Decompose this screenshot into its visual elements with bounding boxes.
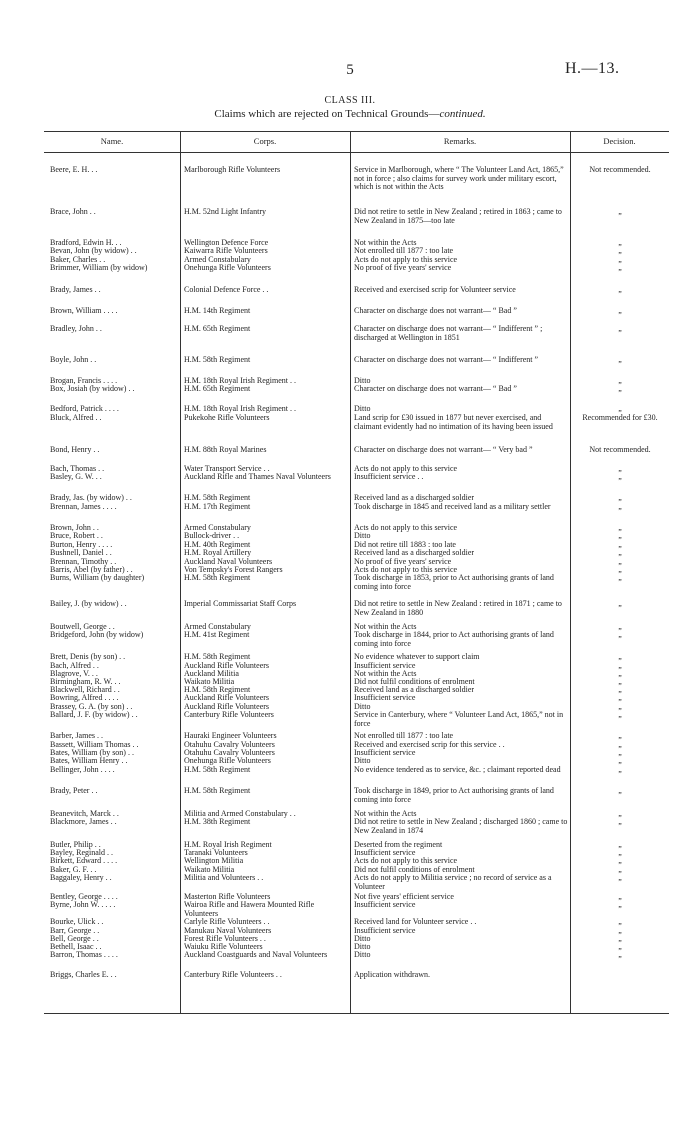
claimant-name: Brace, John . . [50, 207, 96, 216]
remarks-cell: Ditto [354, 376, 371, 385]
column-header-corps: Corps. [253, 136, 277, 146]
corps-cell: Otahuhu Cavalry Volunteers [184, 748, 275, 757]
claimant-name: Barron, Thomas . . . . [50, 950, 118, 959]
remarks-cell: Acts do not apply to this service [354, 856, 458, 865]
decision-cell: „ [618, 786, 622, 795]
remarks-cell: Did not retire to settle in New Zealand : retired in 1871 ; came to New Zealand in 1880 [354, 599, 562, 617]
claimant-name: Baker, G. F. . . [50, 865, 97, 874]
claimant-name: Basley, G. W. . . [50, 472, 102, 481]
remarks-cell: Received land for Volunteer service . . [354, 917, 477, 926]
claimant-name: Bassett, William Thomas . . [50, 740, 139, 749]
claimant-name: Brennan, James . . . . [50, 502, 117, 511]
claimant-name: Boutwell, George . . [50, 622, 115, 631]
claimant-name: Barr, George . . [50, 926, 100, 935]
remarks-cell: Did not retire till 1883 : too late [354, 540, 456, 549]
remarks-cell: Insufficient service [354, 661, 416, 670]
decision-cell: „ [618, 404, 622, 413]
corps-cell: H.M. 58th Regiment [184, 573, 251, 582]
decision-cell: „ [618, 376, 622, 385]
decision-cell: „ [618, 731, 622, 740]
claimant-name: Bruce, Robert . . [50, 531, 103, 540]
decision-cell: „ [618, 540, 622, 549]
remarks-cell: Application withdrawn. [354, 970, 430, 979]
corps-cell: H.M. 58th Regiment [184, 765, 251, 774]
corps-cell: H.M. Royal Irish Regiment [184, 840, 272, 849]
corps-cell: H.M. 58th Regiment [184, 652, 251, 661]
remarks-cell: No evidence whatever to support claim [354, 652, 480, 661]
remarks-cell: Took discharge in 1849, prior to Act authorising grants of land coming into force [354, 786, 554, 804]
claimant-name: Bach, Alfred . . [50, 661, 99, 670]
claimant-name: Blackmore, James . . [50, 817, 117, 826]
claimant-name: Blagrove, V. . . [50, 669, 98, 678]
corps-cell: Wellington Militia [184, 856, 244, 865]
corps-cell: H.M. 65th Regiment [184, 324, 251, 333]
corps-cell: Armed Constabulary [184, 622, 251, 631]
remarks-cell: Service in Marlborough, where “ The Volunteer Land Act, 1865,” not in force ; also claims for survey work under military escort, which is not within the Acts [354, 165, 564, 192]
remarks-cell: Ditto [354, 756, 371, 765]
corps-cell: Onehunga Rifle Volunteers [184, 263, 271, 272]
decision-cell: „ [618, 873, 622, 882]
claimant-name: Baggaley, Henry . . [50, 873, 112, 882]
decision-cell: „ [618, 652, 622, 661]
decision-cell: „ [618, 464, 622, 473]
table-title-continued: continued. [439, 108, 486, 120]
decision-cell: „ [618, 926, 622, 935]
remarks-cell: Acts do not apply to Militia service ; no record of service as a Volunteer [354, 873, 552, 891]
decision-cell: „ [618, 523, 622, 532]
decision-cell: „ [618, 669, 622, 678]
remarks-cell: Not enrolled till 1877 : too late [354, 731, 454, 740]
corps-cell: Kaiwarra Rifle Volunteers [184, 246, 268, 255]
corps-cell: Marlborough Rifle Volunteers [184, 165, 281, 174]
claimant-name: Birkett, Edward . . . . [50, 856, 118, 865]
corps-cell: Imperial Commissariat Staff Corps [184, 599, 297, 608]
decision-cell: „ [618, 865, 622, 874]
claimant-name: Beere, E. H. . . [50, 165, 98, 174]
decision-cell: „ [618, 573, 622, 582]
remarks-cell: Acts do not apply to this service [354, 464, 458, 473]
remarks-cell: Not within the Acts [354, 238, 417, 247]
corps-cell: Otahuhu Cavalry Volunteers [184, 740, 275, 749]
corps-cell: Waikato Militia [184, 677, 235, 686]
remarks-cell: Character on discharge does not warrant— “ Indifferent ” ; discharged at Wellington in 1851 [354, 324, 543, 342]
claimant-name: Bates, William (by son) . . [50, 748, 134, 757]
remarks-cell: Insufficient service [354, 848, 416, 857]
remarks-cell: Land scrip for £30 issued in 1877 but never exercised, and claimant evidently had no intimation of its having been issued [354, 413, 553, 431]
claimant-name: Bates, William Henry . . [50, 756, 128, 765]
corps-cell: Militia and Armed Constabulary . . [184, 809, 296, 818]
remarks-cell: Ditto [354, 404, 371, 413]
decision-cell: „ [618, 565, 622, 574]
decision-cell: „ [618, 848, 622, 857]
corps-cell: Manukau Naval Volunteers [184, 926, 272, 935]
decision-cell: „ [618, 950, 622, 959]
remarks-cell: Insufficient service [354, 693, 416, 702]
decision-cell: Recommended for £30. [582, 413, 658, 422]
corps-cell: Water Transport Service . . [184, 464, 270, 473]
remarks-cell: Acts do not apply to this service [354, 565, 458, 574]
remarks-cell: Received land as a discharged soldier [354, 493, 475, 502]
corps-cell: Pukekohe Rifle Volunteers [184, 413, 270, 422]
corps-cell: H.M. 58th Regiment [184, 685, 251, 694]
column-header-decision: Decision. [603, 136, 636, 146]
remarks-cell: Did not fulfil conditions of enrolment [354, 865, 475, 874]
decision-cell: „ [618, 934, 622, 943]
corps-cell: Hauraki Engineer Volunteers [184, 731, 277, 740]
corps-cell: Colonial Defence Force . . [184, 285, 269, 294]
corps-cell: Militia and Volunteers . . [184, 873, 264, 882]
decision-cell: „ [618, 900, 622, 909]
corps-cell: H.M. 38th Regiment [184, 817, 251, 826]
corps-cell: Wairoa Rifle and Hawera Mounted Rifle Volunteers [184, 900, 315, 918]
decision-cell: „ [618, 693, 622, 702]
decision-cell: „ [618, 622, 622, 631]
claimant-name: Bell, George . . [50, 934, 99, 943]
claimant-name: Briggs, Charles E. . . [50, 970, 117, 979]
corps-cell: Carlyle Rifle Volunteers . . [184, 917, 270, 926]
remarks-cell: Service in Canterbury, where “ Volunteer Land Act, 1865,” not in force [354, 710, 564, 728]
decision-cell: Not recommended. [589, 445, 651, 454]
decision-cell: „ [618, 917, 622, 926]
corps-cell: Auckland Rifle Volunteers [184, 693, 270, 702]
column-header-name: Name. [100, 136, 124, 146]
decision-cell: „ [618, 840, 622, 849]
decision-cell: „ [618, 472, 622, 481]
remarks-cell: Received and exercised scrip for Volunteer service [354, 285, 516, 294]
claimant-name: Bluck, Alfred . . [50, 413, 102, 422]
decision-cell: „ [618, 493, 622, 502]
remarks-cell: Acts do not apply to this service [354, 523, 458, 532]
corps-cell: Auckland Rifle and Thames Naval Volunteers [184, 472, 331, 481]
corps-cell: H.M. 17th Regiment [184, 502, 251, 511]
decision-cell: „ [618, 355, 622, 364]
corps-cell: Auckland Rifle Volunteers [184, 702, 270, 711]
remarks-cell: Took discharge in 1853, prior to Act authorising grants of land coming into force [354, 573, 554, 591]
claimant-name: Brogan, Francis . . . . [50, 376, 118, 385]
claimant-name: Butler, Philip . . [50, 840, 101, 849]
claimant-name: Brennan, Timothy . . [50, 557, 117, 566]
corps-cell: Auckland Militia [184, 669, 239, 678]
corps-cell: H.M. 58th Regiment [184, 493, 251, 502]
claimant-name: Beanevitch, Marck . . [50, 809, 119, 818]
decision-cell: „ [618, 817, 622, 826]
claimant-name: Bayley, Reginald . . [50, 848, 114, 857]
remarks-cell: Not five years' efficient service [354, 892, 454, 901]
claimant-name: Bradford, Edwin H. . . [50, 238, 122, 247]
remarks-cell: Not within the Acts [354, 809, 417, 818]
document-reference: H.—13. [565, 60, 620, 77]
claimant-name: Brassey, G. A. (by son) . . [50, 702, 133, 711]
corps-cell: Armed Constabulary [184, 255, 251, 264]
corps-cell: H.M. 18th Royal Irish Regiment . . [184, 404, 296, 413]
decision-cell: „ [618, 756, 622, 765]
decision-cell: „ [618, 255, 622, 264]
corps-cell: Waiuku Rifle Volunteers [184, 942, 263, 951]
claimant-name: Brady, Peter . . [50, 786, 98, 795]
decision-cell: „ [618, 502, 622, 511]
remarks-cell: Not within the Acts [354, 669, 417, 678]
remarks-cell: Received and exercised scrip for this service . . [354, 740, 505, 749]
corps-cell: H.M. 41st Regiment [184, 630, 250, 639]
claimant-name: Barber, James . . [50, 731, 103, 740]
remarks-cell: Character on discharge does not warrant— “ Indifferent ” [354, 355, 539, 364]
remarks-cell: Took discharge in 1844, prior to Act authorising grants of land coming into force [354, 630, 554, 648]
class-title: CLASS III. [324, 95, 376, 106]
corps-cell: Masterton Rifle Volunteers [184, 892, 271, 901]
decision-cell: „ [618, 548, 622, 557]
remarks-cell: No proof of five years' service [354, 263, 452, 272]
decision-cell: „ [618, 702, 622, 711]
claimant-name: Blackwell, Richard . . [50, 685, 120, 694]
claimant-name: Box, Josiah (by widow) . . [50, 384, 135, 393]
decision-cell: „ [618, 630, 622, 639]
decision-cell: „ [618, 809, 622, 818]
corps-cell: Forest Rifle Volunteers . . [184, 934, 266, 943]
decision-cell: „ [618, 557, 622, 566]
claimant-name: Bradley, John . . [50, 324, 102, 333]
corps-cell: Canterbury Rifle Volunteers [184, 710, 274, 719]
corps-cell: H.M. 52nd Light Infantry [184, 207, 266, 216]
remarks-cell: Ditto [354, 942, 371, 951]
remarks-cell: Ditto [354, 702, 371, 711]
decision-cell: „ [618, 856, 622, 865]
remarks-cell: Not enrolled till 1877 : too late [354, 246, 454, 255]
remarks-cell: No proof of five years' service [354, 557, 452, 566]
decision-cell: „ [618, 740, 622, 749]
remarks-cell: Character on discharge does not warrant— “ Bad ” [354, 306, 517, 315]
remarks-cell: Ditto [354, 950, 371, 959]
decision-cell: „ [618, 892, 622, 901]
corps-cell: Bullock-driver . . [184, 531, 240, 540]
remarks-cell: Insufficient service . . [354, 472, 424, 481]
claimant-name: Burton, Henry . . . . [50, 540, 113, 549]
claimant-name: Bailey, J. (by widow) . . [50, 599, 127, 608]
decision-cell: „ [618, 661, 622, 670]
claimant-name: Bushnell, Daniel . . [50, 548, 112, 557]
claimant-name: Ballard, J. F. (by widow) . . [50, 710, 138, 719]
decision-cell: „ [618, 324, 622, 333]
corps-cell: Canterbury Rifle Volunteers . . [184, 970, 282, 979]
decision-cell: „ [618, 306, 622, 315]
remarks-cell: Character on discharge does not warrant— “ Bad ” [354, 384, 517, 393]
remarks-cell: Took discharge in 1845 and received land as a military settler [354, 502, 551, 511]
corps-cell: H.M. 18th Royal Irish Regiment . . [184, 376, 296, 385]
remarks-cell: Did not retire to settle in New Zealand ; retired in 1863 ; came to New Zealand in 1875—too late [354, 207, 562, 225]
claimant-name: Bedford, Patrick . . . . [50, 404, 119, 413]
corps-cell: Auckland Coastguards and Naval Volunteers [184, 950, 328, 959]
corps-cell: Armed Constabulary [184, 523, 251, 532]
remarks-cell: Insufficient service [354, 748, 416, 757]
page-number: 5 [346, 62, 354, 78]
claimant-name: Bourke, Ulick . . [50, 917, 104, 926]
decision-cell: „ [618, 685, 622, 694]
decision-cell: „ [618, 765, 622, 774]
remarks-cell: Did not fulfil conditions of enrolment [354, 677, 475, 686]
decision-cell: „ [618, 531, 622, 540]
corps-cell: H.M. 40th Regiment [184, 540, 251, 549]
corps-cell: Von Tempsky's Forest Rangers [184, 565, 283, 574]
claimant-name: Brown, John . . [50, 523, 99, 532]
decision-cell: „ [618, 748, 622, 757]
remarks-cell: Did not retire to settle in New Zealand ; discharged 1860 ; came to New Zealand in 1874 [354, 817, 568, 835]
remarks-cell: Character on discharge does not warrant— “ Very bad ” [354, 445, 533, 454]
remarks-cell: Deserted from the regiment [354, 840, 443, 849]
claimant-name: Byrne, John W. . . . . [50, 900, 116, 909]
remarks-cell: Acts do not apply to this service [354, 255, 458, 264]
claimant-name: Bridgeford, John (by widow) [50, 630, 144, 639]
remarks-cell: Ditto [354, 934, 371, 943]
decision-cell: „ [618, 263, 622, 272]
claimant-name: Brown, William . . . . [50, 306, 118, 315]
corps-cell: H.M. 58th Regiment [184, 786, 251, 795]
remarks-cell: Not within the Acts [354, 622, 417, 631]
claimant-name: Burns, William (by daughter) [50, 573, 145, 582]
claimant-name: Bowring, Alfred . . . . [50, 693, 119, 702]
corps-cell: H.M. 88th Royal Marines [184, 445, 267, 454]
claimant-name: Brett, Denis (by son) . . [50, 652, 126, 661]
corps-cell: H.M. 14th Regiment [184, 306, 251, 315]
remarks-cell: Ditto [354, 531, 371, 540]
corps-cell: Auckland Rifle Volunteers [184, 661, 270, 670]
corps-cell: Taranaki Volunteers [184, 848, 248, 857]
table-title-text: Claims which are rejected on Technical Grounds— [214, 108, 440, 120]
corps-cell: H.M. 65th Regiment [184, 384, 251, 393]
remarks-cell: No evidence tendered as to service, &c. ; claimant reported dead [354, 765, 561, 774]
corps-cell: Auckland Naval Volunteers [184, 557, 273, 566]
decision-cell: „ [618, 599, 622, 608]
remarks-cell: Received land as a discharged soldier [354, 685, 475, 694]
corps-cell: Onehunga Rifle Volunteers [184, 756, 271, 765]
claimant-name: Brady, Jas. (by widow) . . [50, 493, 132, 502]
corps-cell: H.M. Royal Artillery [184, 548, 252, 557]
decision-cell: „ [618, 942, 622, 951]
remarks-cell: Insufficient service [354, 926, 416, 935]
column-header-remarks: Remarks. [443, 136, 477, 146]
claimant-name: Bond, Henry . . [50, 445, 100, 454]
claimant-name: Birmingham, R. W. . . [50, 677, 121, 686]
corps-cell: H.M. 58th Regiment [184, 355, 251, 364]
decision-cell: „ [618, 207, 622, 216]
claimant-name: Bellinger, John . . . . [50, 765, 115, 774]
claimant-name: Bentley, George . . . . [50, 892, 118, 901]
decision-cell: „ [618, 246, 622, 255]
decision-cell: „ [618, 677, 622, 686]
claimant-name: Barris, Abel (by father) . . [50, 565, 133, 574]
decision-cell: „ [618, 710, 622, 719]
claimant-name: Baker, Charles . . [50, 255, 106, 264]
claimant-name: Brady, James . . [50, 285, 101, 294]
claimant-name: Brimmer, William (by widow) [50, 263, 148, 272]
decision-cell: „ [618, 285, 622, 294]
decision-cell: „ [618, 238, 622, 247]
claimant-name: Bach, Thomas . . [50, 464, 105, 473]
claimant-name: Bethell, Isaac . . [50, 942, 102, 951]
remarks-cell: Received land as a discharged soldier [354, 548, 475, 557]
decision-cell: „ [618, 384, 622, 393]
claimant-name: Boyle, John . . [50, 355, 97, 364]
decision-cell: Not recommended. [589, 165, 651, 174]
corps-cell: Waikato Militia [184, 865, 235, 874]
corps-cell: Wellington Defence Force [184, 238, 269, 247]
claimant-name: Bevan, John (by widow) . . [50, 246, 137, 255]
remarks-cell: Insufficient service [354, 900, 416, 909]
